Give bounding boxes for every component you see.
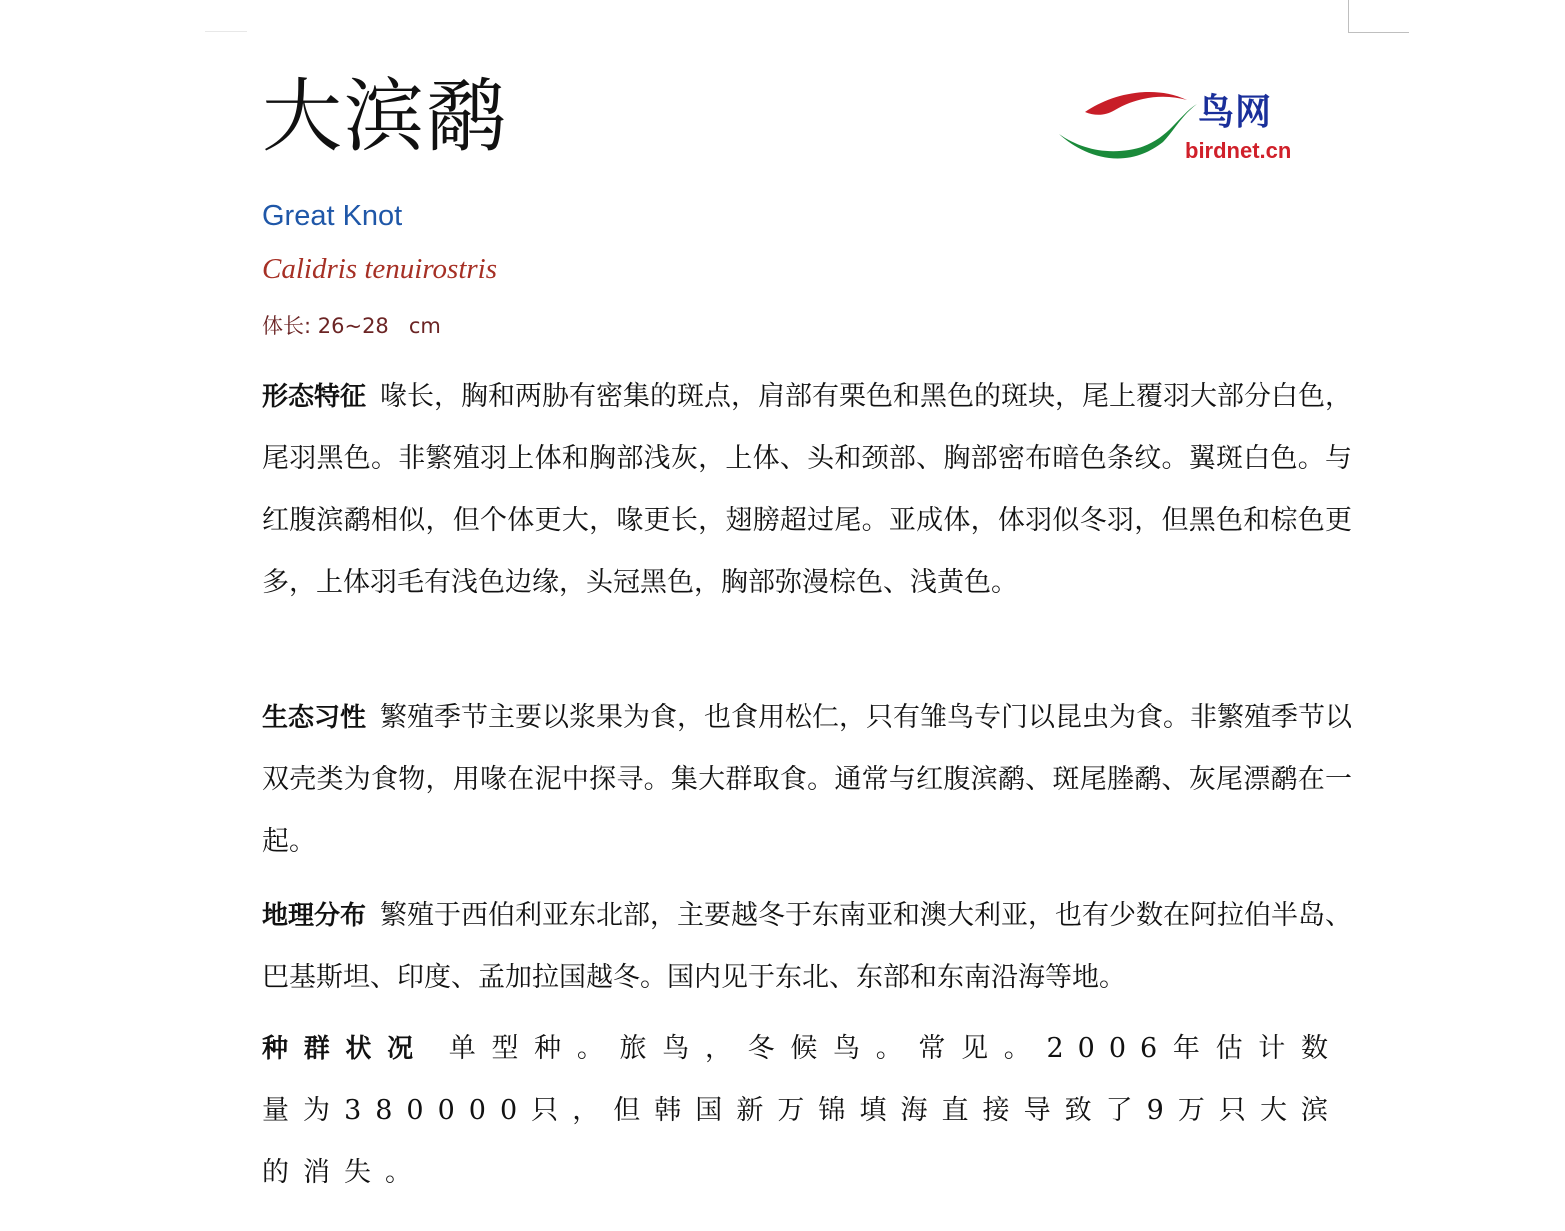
english-name: Great Knot [262, 200, 403, 232]
section-text: 繁殖于西伯利亚东北部，主要越冬于东南亚和澳大利亚，也有少数在阿拉伯半岛、巴基斯坦、印度、孟加拉国越冬。国内见于东北、东部和东南沿海等地。 [262, 900, 1353, 993]
section-label: 形态特征 [262, 382, 367, 412]
section-label: 地理分布 [262, 901, 367, 931]
page-corner-mark [1348, 0, 1409, 33]
section-morphology [262, 366, 1352, 614]
section-text: 繁殖季节主要以浆果为食，也食用松仁，只有雏鸟专门以昆虫为食。非繁殖季节以双壳类为食物，用喙在泥中探寻。集大群取食。通常与红腹滨鹬、斑尾塍鹬、灰尾漂鹬在一起。 [262, 702, 1353, 857]
section-label: 生态习性 [262, 703, 367, 733]
section-population [262, 1018, 1342, 1204]
section-text: 单型种。旅鸟，冬候鸟。常见。2006年估计数量为380000只，但韩国新万锦填海直接导致了9万只大滨的消失。 [262, 1033, 1342, 1188]
logo-cn-text: 鸟网 [1198, 91, 1273, 133]
body-length: 体长: 26~28 cm [262, 314, 441, 338]
species-title: 大滨鹬 [262, 70, 508, 163]
logo-en-text: birdnet.cn [1185, 138, 1292, 163]
section-ecology [262, 687, 1352, 873]
section-label: 种群状况 [262, 1034, 429, 1064]
section-distribution [262, 885, 1352, 1009]
section-text: 喙长，胸和两胁有密集的斑点，肩部有栗色和黑色的斑块，尾上覆羽大部分白色，尾羽黑色。非繁殖羽上体和胸部浅灰，上体、头和颈部、胸部密布暗色条纹。翼斑白色。与红腹滨鹬相似，但个体更大，喙更长，翅膀超过尾。亚成体，体羽似冬羽，但黑色和棕色更多，上体羽毛有浅色边缘，头冠黑色，胸部弥漫棕色、浅黄色。 [262, 381, 1353, 598]
scientific-name: Calidris tenuirostris [262, 253, 498, 285]
logo-swoosh-icon [1055, 86, 1205, 168]
birdnet-logo[interactable] [1055, 86, 1292, 168]
page-margin-mark [205, 31, 247, 32]
